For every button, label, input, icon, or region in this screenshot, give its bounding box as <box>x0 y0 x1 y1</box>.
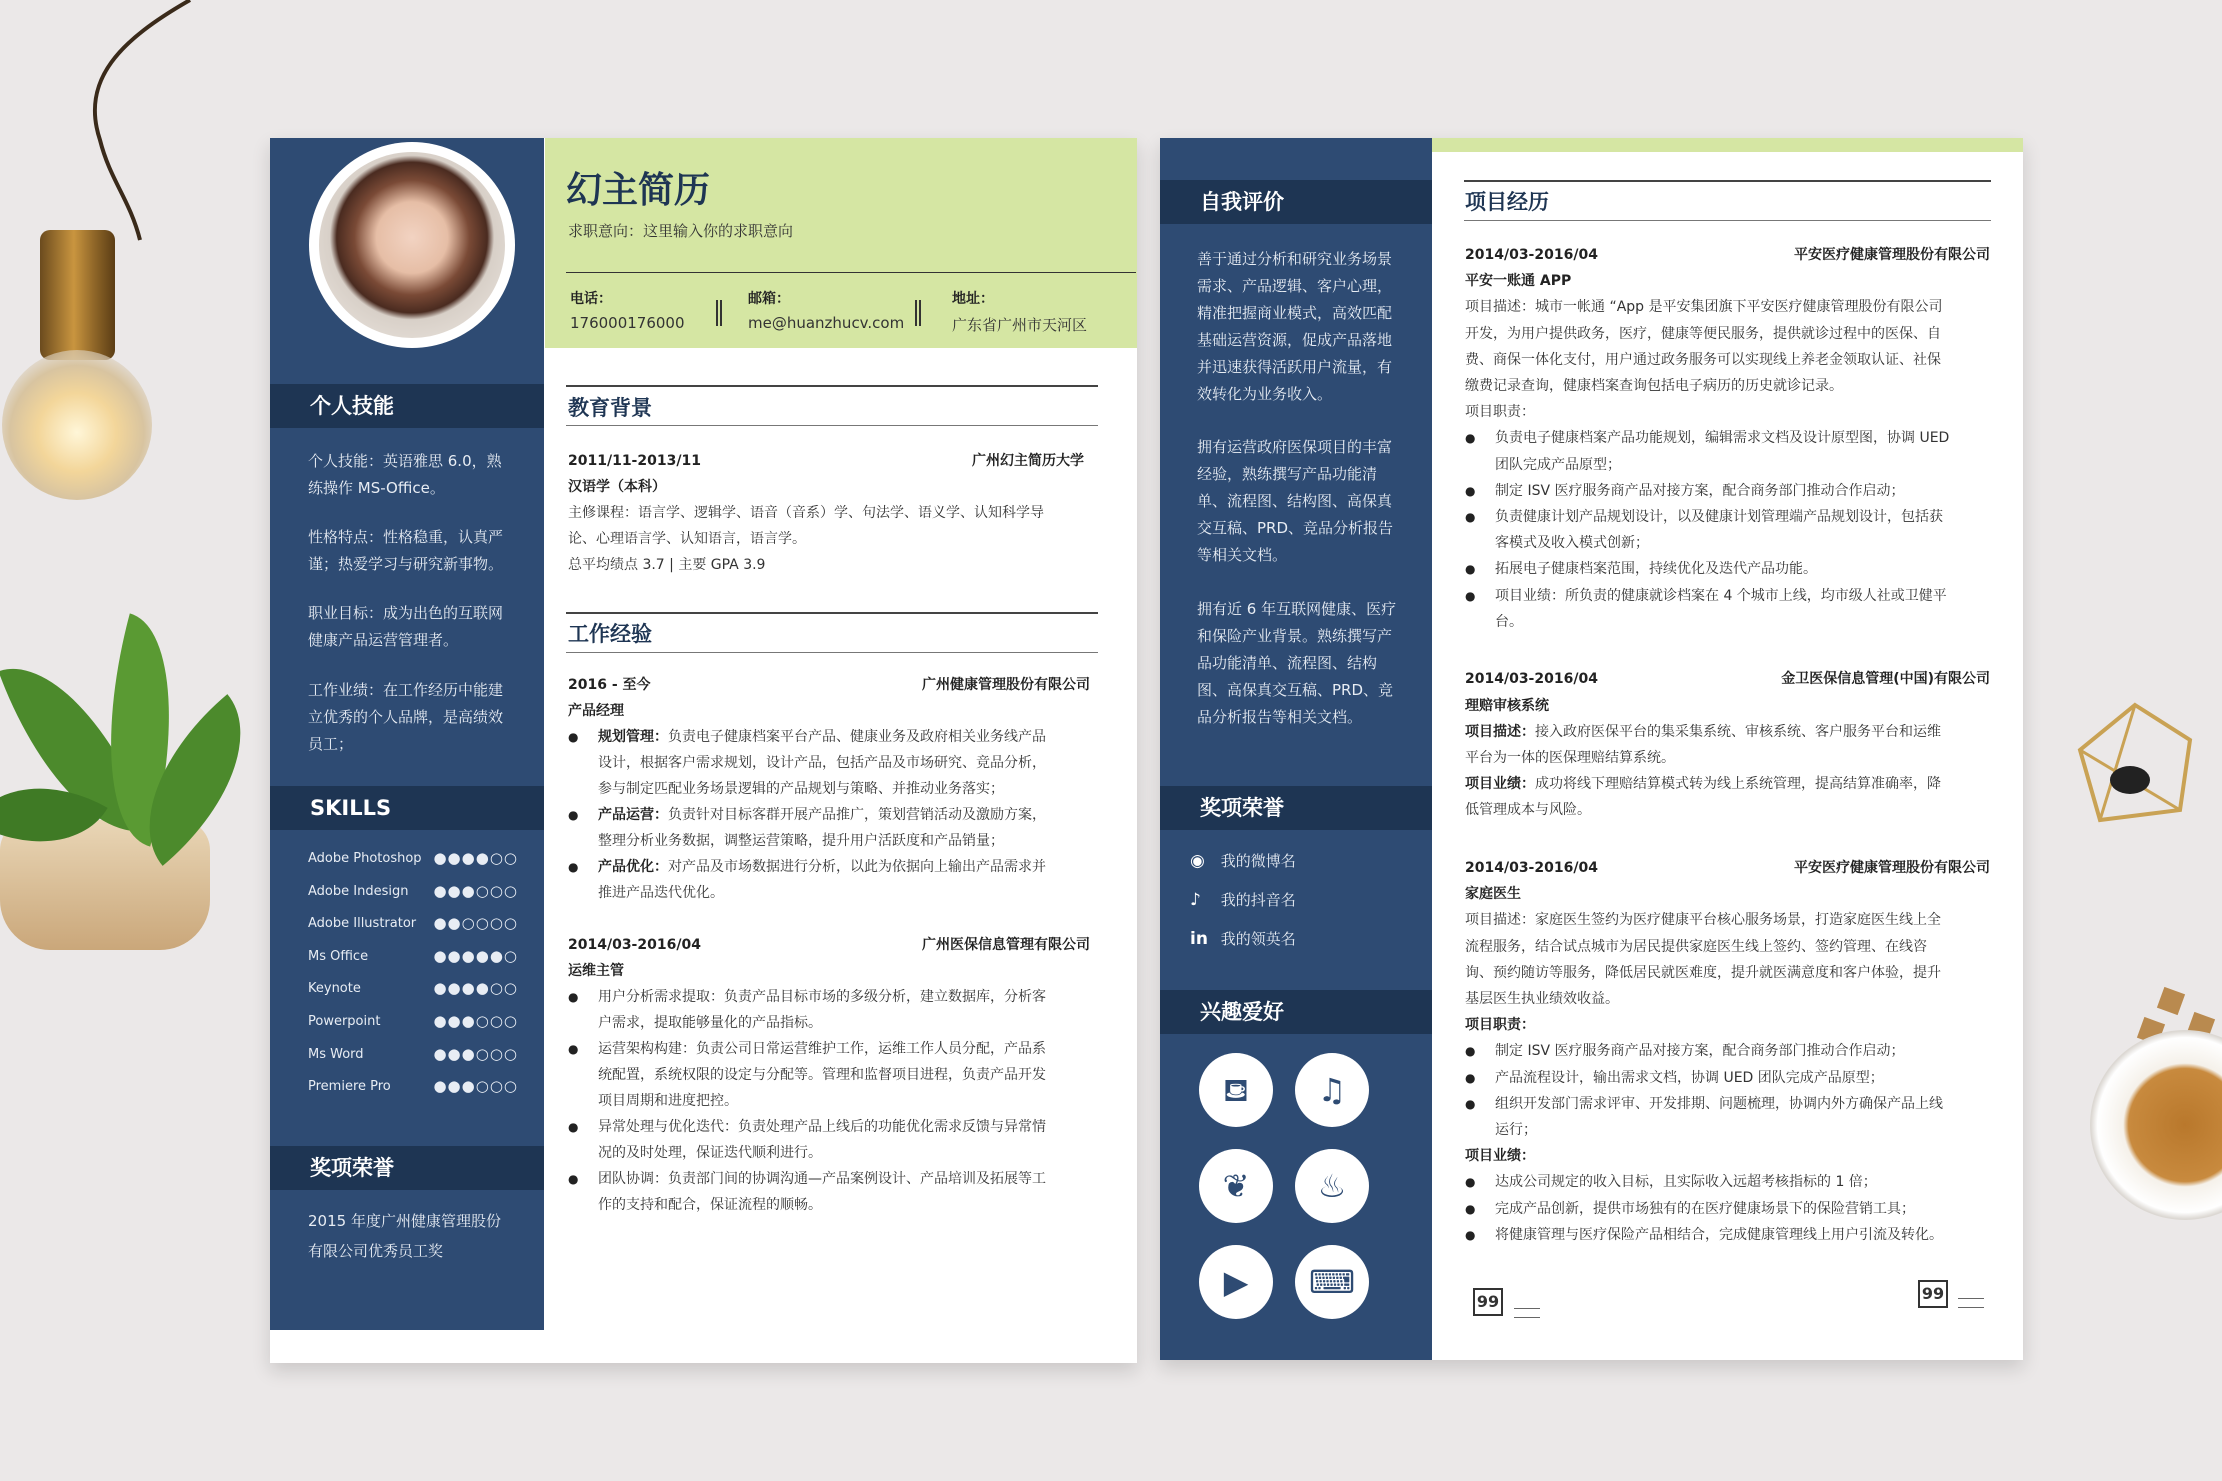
self-eval-line: 和保险产业背景。熟练撰写产 <box>1197 627 1393 645</box>
job-bullet: ● 产品优化：对产品及市场数据进行分析，以此为依据向上输出产品需求并 <box>598 854 1046 880</box>
skill-row <box>308 1045 518 1067</box>
project-bullet: ● 项目业绩：所负责的健康就诊档案在 4 个城市上线，均市级人社或卫健平 <box>1495 583 1947 609</box>
job-objective: 求职意向：这里输入你的求职意向 <box>568 222 794 240</box>
project-bullet: 团队完成产品原型； <box>1495 456 1621 473</box>
project-bullet: ● 产品流程设计，输出需求文档，协调 UED 团队完成产品原型； <box>1495 1065 1884 1091</box>
sugar-cube <box>2157 987 2185 1015</box>
bullet-label: 产品运营： <box>598 807 668 823</box>
self-eval-line: 交互稿、PRD、竞品分析报告 <box>1197 519 1394 537</box>
paint-bucket-icon: ⛾ <box>1199 1053 1273 1127</box>
fish-icon: ❦ <box>1199 1149 1273 1223</box>
contact-separator <box>716 300 722 326</box>
education-top-rule <box>566 385 1098 387</box>
self-eval-line: 精准把握商业模式，高效匹配 <box>1197 304 1393 322</box>
project-line: 询、预约随访等服务，降低居民就医难度，提升就医满意度和客户体验，提升 <box>1465 964 1941 981</box>
self-eval-line: 等相关文档。 <box>1197 546 1288 564</box>
social-label: 我的微博名 <box>1216 852 1296 870</box>
project-title: 家庭医生 <box>1465 886 1521 903</box>
work-top-rule <box>566 612 1098 614</box>
douyin-icon: ♪ <box>1190 890 1201 910</box>
skills-text-line: 员工； <box>308 735 354 753</box>
projects-bottom-rule <box>1464 220 1991 221</box>
skill-name: Adobe Illustrator <box>308 916 417 932</box>
education-school: 广州幻主简历大学 <box>972 453 1084 469</box>
coffee-cup <box>2090 1030 2222 1220</box>
project-period: 2014/03-2016/04 <box>1465 860 1598 877</box>
education-bottom-rule <box>566 425 1098 426</box>
skill-name: Adobe Photoshop <box>308 851 422 866</box>
job-bullet-continued: 推进产品迭代优化。 <box>598 885 724 901</box>
skills-text-line: 性格特点：性格稳重，认真严 <box>308 528 504 546</box>
page1-award-line: 有限公司优秀员工奖 <box>308 1242 444 1260</box>
project-line: 项目职责： <box>1465 404 1535 421</box>
page2-awards-heading: 奖项荣誉 <box>1160 786 1432 830</box>
project-company: 平安医疗健康管理股份有限公司 <box>1794 860 1990 877</box>
skill-name: Ms Office <box>308 948 369 964</box>
job-bullet-continued: 设计，根据客户需求规划，设计产品，包括产品及市场研究、竞品分析， <box>598 755 1046 771</box>
email-label: 邮箱： <box>748 291 790 307</box>
project-bullet: ● 组织开发部门需求评审、开发排期、问题梳理，协调内外方确保产品上线 <box>1495 1091 1943 1117</box>
project-line: 流程服务，结合试点城市为居民提供家庭医生线上签约、签约管理、在线咨 <box>1465 938 1927 955</box>
project-line: 项目描述：城市一帐通 “App 是平安集团旗下平安医疗健康管理股份有限公司 <box>1465 299 1943 316</box>
page1-awards-heading: 奖项荣誉 <box>270 1146 544 1190</box>
self-eval-line: 善于通过分析和研究业务场景 <box>1197 250 1393 268</box>
lamp-cord <box>60 0 200 250</box>
hobbies-heading: 兴趣爱好 <box>1160 990 1432 1034</box>
social-link[interactable] <box>1190 928 1296 949</box>
self-eval-line: 拥有运营政府医保项目的丰富 <box>1197 438 1393 456</box>
skill-row <box>308 914 518 936</box>
skill-level-dots: ●●●●●○ <box>433 946 518 965</box>
quote-icon: 99 <box>1473 1288 1503 1316</box>
self-eval-line: 经验，熟练撰写产品功能清 <box>1197 465 1378 483</box>
quote-lines-icon <box>1514 1308 1540 1318</box>
job-bullet: ● 运营架构构建：负责公司日常运营维护工作，运维工作人员分配，产品系 <box>598 1036 1046 1062</box>
project-title: 平安一账通 APP <box>1465 273 1572 290</box>
skill-row <box>308 1077 518 1099</box>
project-company: 金卫医保信息管理(中国)有限公司 <box>1781 671 1990 688</box>
project-line: 项目业绩：成功将线下理赔结算模式转为线上系统管理，提高结算准确率，降 <box>1465 776 1941 793</box>
project-desc-label: 项目描述： <box>1465 723 1535 740</box>
project-bullet: ● 负责电子健康档案产品功能规划，编辑需求文档及设计原型图，协调 UED <box>1495 425 1949 451</box>
project-line: 费、商保一体化支付，用户通过政务服务可以实现线上养老金领取认证、社保 <box>1465 351 1941 368</box>
project-period: 2014/03-2016/04 <box>1465 671 1598 688</box>
job-period: 2014/03-2016/04 <box>568 937 701 953</box>
education-period: 2011/11-2013/11 <box>568 453 701 469</box>
weibo-icon: ◉ <box>1190 851 1205 871</box>
job-bullet: ● 异常处理与优化迭代：负责处理产品上线后的功能优化需求反馈与异常情 <box>598 1114 1046 1140</box>
skill-name: Powerpoint <box>308 1014 381 1029</box>
skill-name: Keynote <box>308 981 361 997</box>
skill-row <box>308 882 518 904</box>
work-bottom-rule <box>566 652 1098 653</box>
resume-title: 幻主简历 <box>566 170 711 211</box>
skills-en-heading: SKILLS <box>270 786 544 830</box>
skills-text-line: 工作业绩：在工作经历中能建 <box>308 681 504 699</box>
skills-heading: 个人技能 <box>270 384 544 428</box>
job-bullet-continued: 参与制定匹配业务场景逻辑的产品规划与策略、并推动业务落实； <box>598 781 1004 797</box>
play-video-icon: ▶ <box>1199 1245 1273 1319</box>
project-bullet: ● 制定 ISV 医疗服务商产品对接方案，配合商务部门推动合作启动； <box>1495 1038 1905 1064</box>
project-bullet: ● 将健康管理与医疗保险产品相结合，完成健康管理线上用户引流及转化。 <box>1495 1222 1943 1248</box>
skill-level-dots: ●●●○○○ <box>433 881 518 900</box>
project-line: 基层医生执业绩效收益。 <box>1465 991 1619 1008</box>
skills-text-line: 立优秀的个人品牌，是高绩效 <box>308 708 504 726</box>
header-divider <box>566 272 1136 273</box>
skills-text-line: 职业目标：成为出色的互联网 <box>308 604 504 622</box>
geometric-candle-holder <box>2070 700 2200 830</box>
bullet-label: 规划管理： <box>598 729 668 745</box>
project-line: 项目描述：家庭医生签约为医疗健康平台核心服务场景，打造家庭医生线上全 <box>1465 912 1941 929</box>
self-eval-line: 效转化为业务收入。 <box>1197 385 1333 403</box>
self-eval-line: 拥有近 6 年互联网健康、医疗 <box>1197 600 1397 618</box>
project-bullet: 台。 <box>1495 613 1523 630</box>
project-line: 缴费记录查询，健康档案查询包括电子病历的历史就诊记录。 <box>1465 378 1843 394</box>
project-bullet: ● 负责健康计划产品规划设计，以及健康计划管理端产品规划设计，包括获 <box>1495 504 1943 530</box>
code-window-icon: ⌨ <box>1295 1245 1369 1319</box>
work-heading: 工作经验 <box>568 622 652 646</box>
project-line: 低管理成本与风险。 <box>1465 802 1591 819</box>
skills-text-line: 练操作 MS-Office。 <box>308 479 445 497</box>
phone-value: 176000176000 <box>570 314 685 332</box>
project-line: 项目描述：接入政府医保平台的集采集系统、审核系统、客户服务平台和运维 <box>1465 723 1941 740</box>
skill-level-dots: ●●○○○○ <box>433 914 518 933</box>
job-bullet-continued: 作的支持和配合，保证流程的顺畅。 <box>598 1197 822 1213</box>
address-value: 广东省广州市天河区 <box>952 316 1088 334</box>
self-eval-line: 品分析报告等相关文档。 <box>1197 708 1363 726</box>
skill-row <box>308 1012 518 1034</box>
education-heading: 教育背景 <box>568 396 652 420</box>
project-result-label: 项目业绩： <box>1465 776 1535 793</box>
skill-level-dots: ●●●●○○ <box>433 979 518 998</box>
project-result-label: 项目业绩： <box>1465 1148 1535 1165</box>
project-company: 平安医疗健康管理股份有限公司 <box>1794 247 1990 263</box>
skill-level-dots: ●●●○○○ <box>433 1012 518 1030</box>
skill-name: Premiere Pro <box>308 1079 391 1095</box>
page1-award-line: 2015 年度广州健康管理股份 <box>308 1212 501 1230</box>
light-bulb <box>2 350 152 500</box>
skill-row <box>308 849 518 871</box>
self-eval-line: 并迅速获得活跃用户流量，有 <box>1197 358 1393 376</box>
job-company: 广州健康管理股份有限公司 <box>922 677 1090 693</box>
job-company: 广州医保信息管理有限公司 <box>922 937 1090 953</box>
job-bullet-continued: 整理分析业务数据，调整运营策略，提升用户活跃度和产品销量； <box>598 833 1004 849</box>
skills-text-line: 谨；热爱学习与研究新事物。 <box>308 555 504 573</box>
self-evaluation-heading: 自我评价 <box>1160 180 1432 224</box>
social-label: 我的抖音名 <box>1216 891 1296 909</box>
skill-name: Adobe Indesign <box>308 883 409 899</box>
job-bullet: ● 用户分析需求提取：负责产品目标市场的多级分析，建立数据库，分析客 <box>598 984 1046 1010</box>
page2-accent-bar <box>1432 138 2023 152</box>
bullet-label: 产品优化： <box>598 859 668 875</box>
address-label: 地址： <box>952 291 994 307</box>
self-eval-line: 图、高保真交互稿、PRD、竞 <box>1197 681 1394 699</box>
music-note-icon: ♫ <box>1295 1053 1369 1127</box>
project-line: 开发，为用户提供政务，医疗，健康等便民服务，提供就诊过程中的医保、自 <box>1465 325 1941 342</box>
skill-row <box>308 979 518 1001</box>
self-eval-line: 品功能清单、流程图、结构 <box>1197 654 1378 672</box>
project-bullet: ● 拓展电子健康档案范围，持续优化及迭代产品功能。 <box>1495 556 1817 582</box>
linkedin-icon: in <box>1190 929 1208 949</box>
project-line: 平台为一体的医保理赔结算系统。 <box>1465 750 1675 767</box>
job-bullet-continued: 项目周期和进度把控。 <box>598 1093 738 1109</box>
project-bullet: ● 达成公司规定的收入目标，且实际收入远超考核指标的 1 倍； <box>1495 1169 1877 1195</box>
self-eval-line: 单、流程图、结构图、高保真 <box>1197 492 1393 510</box>
skills-text-line: 个人技能：英语雅思 6.0，熟 <box>308 452 502 470</box>
self-eval-line: 基础运营资源，促成产品落地 <box>1197 331 1393 349</box>
skill-level-dots: ●●●●○○ <box>433 849 518 867</box>
job-bullet-continued: 况的及时处理，保证迭代顺利进行。 <box>598 1145 822 1161</box>
projects-heading: 项目经历 <box>1465 190 1549 214</box>
email-value[interactable]: me@huanzhucv.com <box>748 314 905 332</box>
social-label: 我的领英名 <box>1216 930 1296 948</box>
project-bullet: ● 完成产品创新，提供市场独有的在医疗健康场景下的保险营销工具； <box>1495 1196 1915 1222</box>
quote-icon: 99 <box>1918 1280 1948 1308</box>
social-link[interactable] <box>1190 850 1296 871</box>
project-bullet: 运行； <box>1495 1122 1537 1139</box>
skill-level-dots: ●●●○○○ <box>433 1077 518 1096</box>
education-line: 主修课程：语言学、逻辑学、语音（音系）学、句法学、语义学、认知科学导 <box>568 505 1044 521</box>
education-line: 总平均绩点 3.7 | 主要 GPA 3.9 <box>568 557 766 573</box>
job-bullet: ● 规划管理：负责电子健康档案平台产品、健康业务及政府相关业务线产品 <box>598 724 1046 750</box>
skills-text-line: 健康产品运营管理者。 <box>308 631 459 649</box>
job-period: 2016 - 至今 <box>568 677 651 693</box>
project-period: 2014/03-2016/04 <box>1465 247 1598 263</box>
project-bullet: ● 制定 ISV 医疗服务商产品对接方案，配合商务部门推动合作启动； <box>1495 478 1905 504</box>
food-cloche-icon: ♨ <box>1295 1149 1369 1223</box>
social-link[interactable] <box>1190 889 1296 910</box>
phone-label: 电话： <box>570 291 612 307</box>
job-bullet: ● 产品运营：负责针对目标客群开展产品推广，策划营销活动及激励方案， <box>598 802 1046 828</box>
self-eval-line: 需求、产品逻辑、客户心理， <box>1197 277 1393 295</box>
skill-name: Ms Word <box>308 1046 364 1062</box>
education-degree: 汉语学（本科） <box>568 479 666 495</box>
projects-top-rule <box>1464 180 1991 182</box>
job-bullet: ● 团队协调：负责部门间的协调沟通—产品案例设计、产品培训及拓展等工 <box>598 1166 1046 1192</box>
profile-photo <box>319 152 505 338</box>
project-duty-label: 项目职责： <box>1465 1017 1535 1034</box>
contact-separator <box>915 300 921 326</box>
job-bullet-continued: 统配置，系统权限的设定与分配等。管理和监督项目进程，负责产品开发 <box>598 1067 1046 1083</box>
quote-lines-icon <box>1958 1298 1984 1308</box>
skill-row <box>308 947 518 969</box>
education-line: 论、心理语言学、认知语言，语言学。 <box>568 531 806 547</box>
job-title: 产品经理 <box>568 703 624 719</box>
project-title: 理赔审核系统 <box>1465 697 1549 714</box>
job-bullet-continued: 户需求，提取能够量化的产品指标。 <box>598 1015 822 1031</box>
lamp-socket <box>40 230 115 360</box>
job-title: 运维主管 <box>568 963 624 979</box>
project-bullet: 客模式及收入模式创新； <box>1495 535 1649 552</box>
skill-level-dots: ●●●○○○ <box>433 1044 518 1063</box>
